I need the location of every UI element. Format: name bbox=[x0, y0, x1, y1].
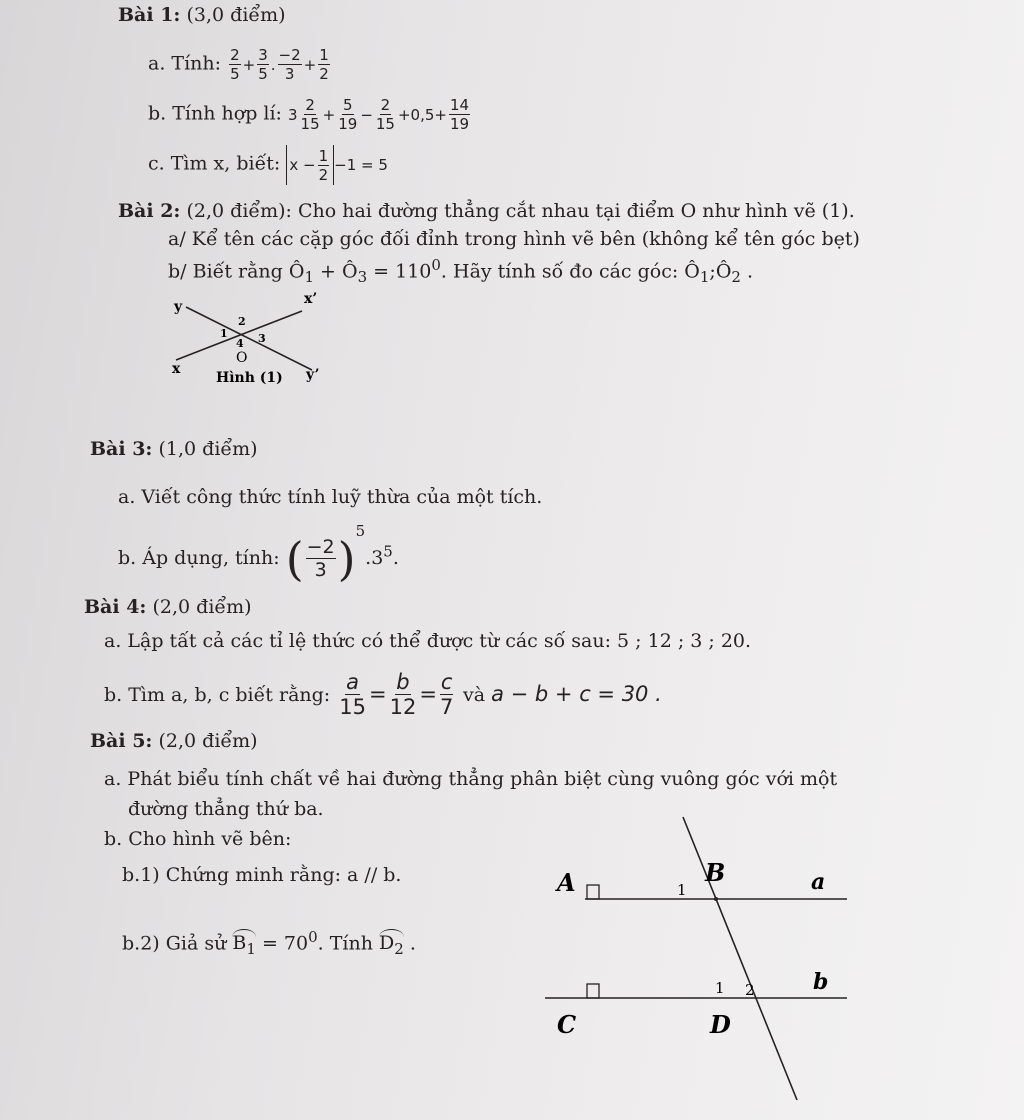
angle-b1: 1 bbox=[677, 881, 687, 899]
bai2-title: Bài 2: bbox=[118, 200, 181, 222]
bai1-a-expression: $\frac{2}{5}$ + $\frac{3}{5}$ . $\frac{-2}{3}$ + $\frac{1}{2}$ bbox=[230, 46, 329, 83]
label-yprime: y’ bbox=[306, 367, 320, 383]
bai1-heading bbox=[118, 4, 286, 26]
bai3-b: b. Áp dụng, tính: ( $\frac{-2}{3}$ )$^5.3^5$. bbox=[118, 522, 399, 586]
figure-2-parallel-lines bbox=[545, 815, 855, 1105]
bai1-b-text: Tính hợp lí: bbox=[172, 102, 282, 125]
bai5-heading bbox=[90, 730, 258, 752]
point-b bbox=[714, 897, 718, 901]
angle-4: 4 bbox=[236, 337, 244, 350]
bai5-points: (2,0 điểm) bbox=[158, 730, 258, 752]
angle-2: 2 bbox=[238, 315, 246, 328]
bai1-points: (3,0 điểm) bbox=[186, 4, 286, 26]
label-y: y bbox=[174, 299, 183, 315]
label-b: b bbox=[813, 969, 829, 995]
bai1-a-text: Tính: bbox=[171, 52, 222, 75]
label-C: C bbox=[557, 1010, 577, 1039]
label-x: x bbox=[172, 361, 181, 377]
bai5-a-line1: a. Phát biểu tính chất về hai đường thẳng phân biệt cùng vuông góc với một bbox=[104, 768, 838, 790]
bai5-b2: b.2) Giả sử $B_1 = 70^0$. Tính $D_2$ . bbox=[122, 928, 416, 959]
bai5-a-line2: đường thẳng thứ ba. bbox=[128, 798, 324, 820]
label-B: B bbox=[705, 858, 726, 887]
bai5-b: b. Cho hình vẽ bên: bbox=[104, 828, 292, 850]
bai1-c-text: Tìm x, biết: bbox=[170, 152, 281, 175]
bai3-a: a. Viết công thức tính luỹ thừa của một tích. bbox=[118, 486, 543, 508]
bai3-points: (1,0 điểm) bbox=[158, 438, 258, 460]
bai4-ratio: $\frac{a}{15}$ = $\frac{b}{12}$ = $\frac{c}{7}$ bbox=[339, 670, 454, 719]
right-angle-c bbox=[587, 984, 599, 998]
label-a: a bbox=[811, 869, 826, 895]
bai1-a-label: a. bbox=[148, 52, 166, 75]
bai4-b: b. Tìm a, b, c biết rằng: $\frac{a}{15}$ = $\frac{b}{12}$ = $\frac{c}{7}$ và a − b + c = 30 . bbox=[104, 670, 662, 719]
bai2-intro: (2,0 điểm): Cho hai đường thẳng cắt nhau tại điểm O như hình vẽ (1). bbox=[186, 200, 855, 222]
bai1-c-label: c. bbox=[148, 152, 165, 175]
label-A: A bbox=[557, 868, 576, 897]
bai4-a: a. Lập tất cả các tỉ lệ thức có thể được từ các số sau: 5 ; 12 ; 3 ; 20. bbox=[104, 630, 752, 652]
bai4-title: Bài 4: bbox=[84, 596, 147, 618]
angle-3: 3 bbox=[258, 332, 266, 345]
label-xprime: x’ bbox=[304, 291, 318, 307]
label-D: D bbox=[710, 1010, 731, 1039]
bai1-b bbox=[148, 98, 472, 132]
bai3-title: Bài 3: bbox=[90, 438, 153, 460]
bai1-c bbox=[148, 145, 388, 185]
bai3-heading bbox=[90, 438, 258, 460]
bai1-a bbox=[148, 48, 332, 82]
bai1-b-expression: 3 $\frac{2}{15}$ + $\frac{5}{19}$ − $\frac{2}{15}$ +0,5+ $\frac{14}{19}$ bbox=[288, 96, 470, 133]
angle-d2: 2 bbox=[745, 981, 755, 999]
bai4-points: (2,0 điểm) bbox=[152, 596, 252, 618]
transversal bbox=[683, 817, 797, 1100]
angle-1: 1 bbox=[220, 327, 228, 340]
bai2-a: a/ Kể tên các cặp góc đối đỉnh trong hình vẽ bên (không kể tên góc bẹt) bbox=[168, 228, 860, 250]
figure-1-caption: Hình (1) bbox=[216, 370, 283, 386]
bai1-title: Bài 1: bbox=[118, 4, 181, 26]
line-y-yprime bbox=[186, 307, 312, 370]
bai5-b1: b.1) Chứng minh rằng: a // b. bbox=[122, 864, 402, 886]
right-angle-a bbox=[587, 885, 599, 899]
point-o: O bbox=[236, 350, 248, 366]
bai2-b: b/ Biết rằng $Ô_1$ + $Ô_3 = 110^0$. Hãy tính số đo các góc: $Ô_1;Ô_2$ . bbox=[168, 256, 754, 287]
figure-1-intersecting-lines bbox=[160, 285, 360, 395]
bai1-c-expression: x − $\frac{1}{2}$ −1 = 5 bbox=[286, 156, 388, 174]
angle-d1: 1 bbox=[715, 979, 725, 997]
bai5-title: Bài 5: bbox=[90, 730, 153, 752]
bai2-heading bbox=[118, 200, 855, 222]
bai4-heading bbox=[84, 596, 252, 618]
bai1-b-label: b. bbox=[148, 102, 167, 125]
